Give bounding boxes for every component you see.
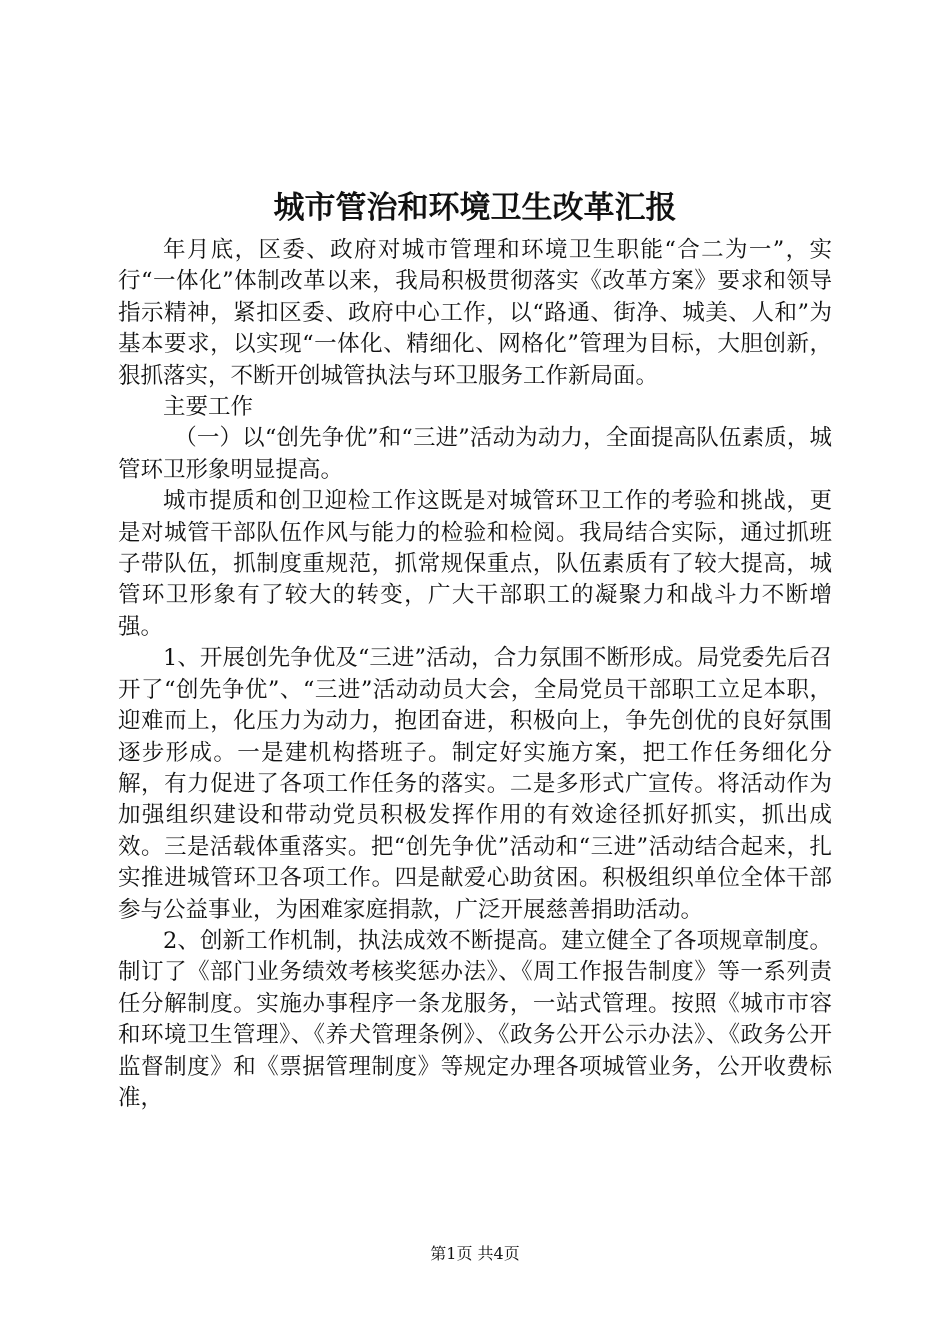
section-heading-main-work: 主要工作	[163, 394, 254, 421]
paragraph-item-2: 2、创新工作机制，执法成效不断提高。建立健全了各项规章制度。制订了《部门业务绩效考核奖惩办法》、《周工作报告制度》等一系列责任分解制度。实施办事程序一条龙服务，一站式管理。按照《城市市容和环境卫生管理》、《养犬管理条例》、《政务公开公示办法》、《政务公开监督制度》和《票据管理制度》等规定办理各项城管业务，公开收费标准，	[118, 927, 832, 1111]
paragraph-item-1: 1、开展创先争优及“三进”活动，合力氛围不断形成。局党委先后召开了“创先争优”、“三进”活动动员大会，全局党员干部职工立足本职，迎难而上，化压力为动力，抱团奋进，积极向上，争先创优的良好氛围逐步形成。一是建机构搭班子。制定好实施方案，把工作任务细化分解，有力促进了各项工作任务的落实。二是多形式广宣传。将活动作为加强组织建设和带动党员积极发挥作用的有效途径抓好抓实，抓出成效。三是活载体重落实。把“创先争优”活动和“三进”活动结合起来，扎实推进城管环卫各项工作。四是献爱心助贫困。积极组织单位全体干部参与公益事业，为困难家庭捐款，广泛开展慈善捐助活动。	[118, 645, 832, 923]
document-body	[118, 235, 832, 1114]
subsection-heading-1: （一）以“创先争优”和“三进”活动为动力，全面提高队伍素质，城管环卫形象明显提高。	[118, 425, 832, 483]
document-title: 城市管治和环境卫生改革汇报	[273, 190, 677, 226]
page-footer: 第1页 共4页	[430, 1244, 520, 1263]
paragraph-quality: 城市提质和创卫迎检工作这既是对城管环卫工作的考验和挑战，更是对城管干部队伍作风与能力的检验和检阅。我局结合实际，通过抓班子带队伍，抓制度重规范，抓常规保重点，队伍素质有了较大提高，城管环卫形象有了较大的转变，广大干部职工的凝聚力和战斗力不断增强。	[118, 488, 832, 640]
paragraph-intro: 年月底，区委、政府对城市管理和环境卫生职能“合二为一”，实行“一体化”体制改革以来，我局积极贯彻落实《改革方案》要求和领导指示精神，紧扣区委、政府中心工作，以“路通、街净、城美、人和”为基本要求，以实现“一体化、精细化、网格化”管理为目标，大胆创新，狠抓落实，不断开创城管执法与环卫服务工作新局面。	[118, 237, 832, 389]
